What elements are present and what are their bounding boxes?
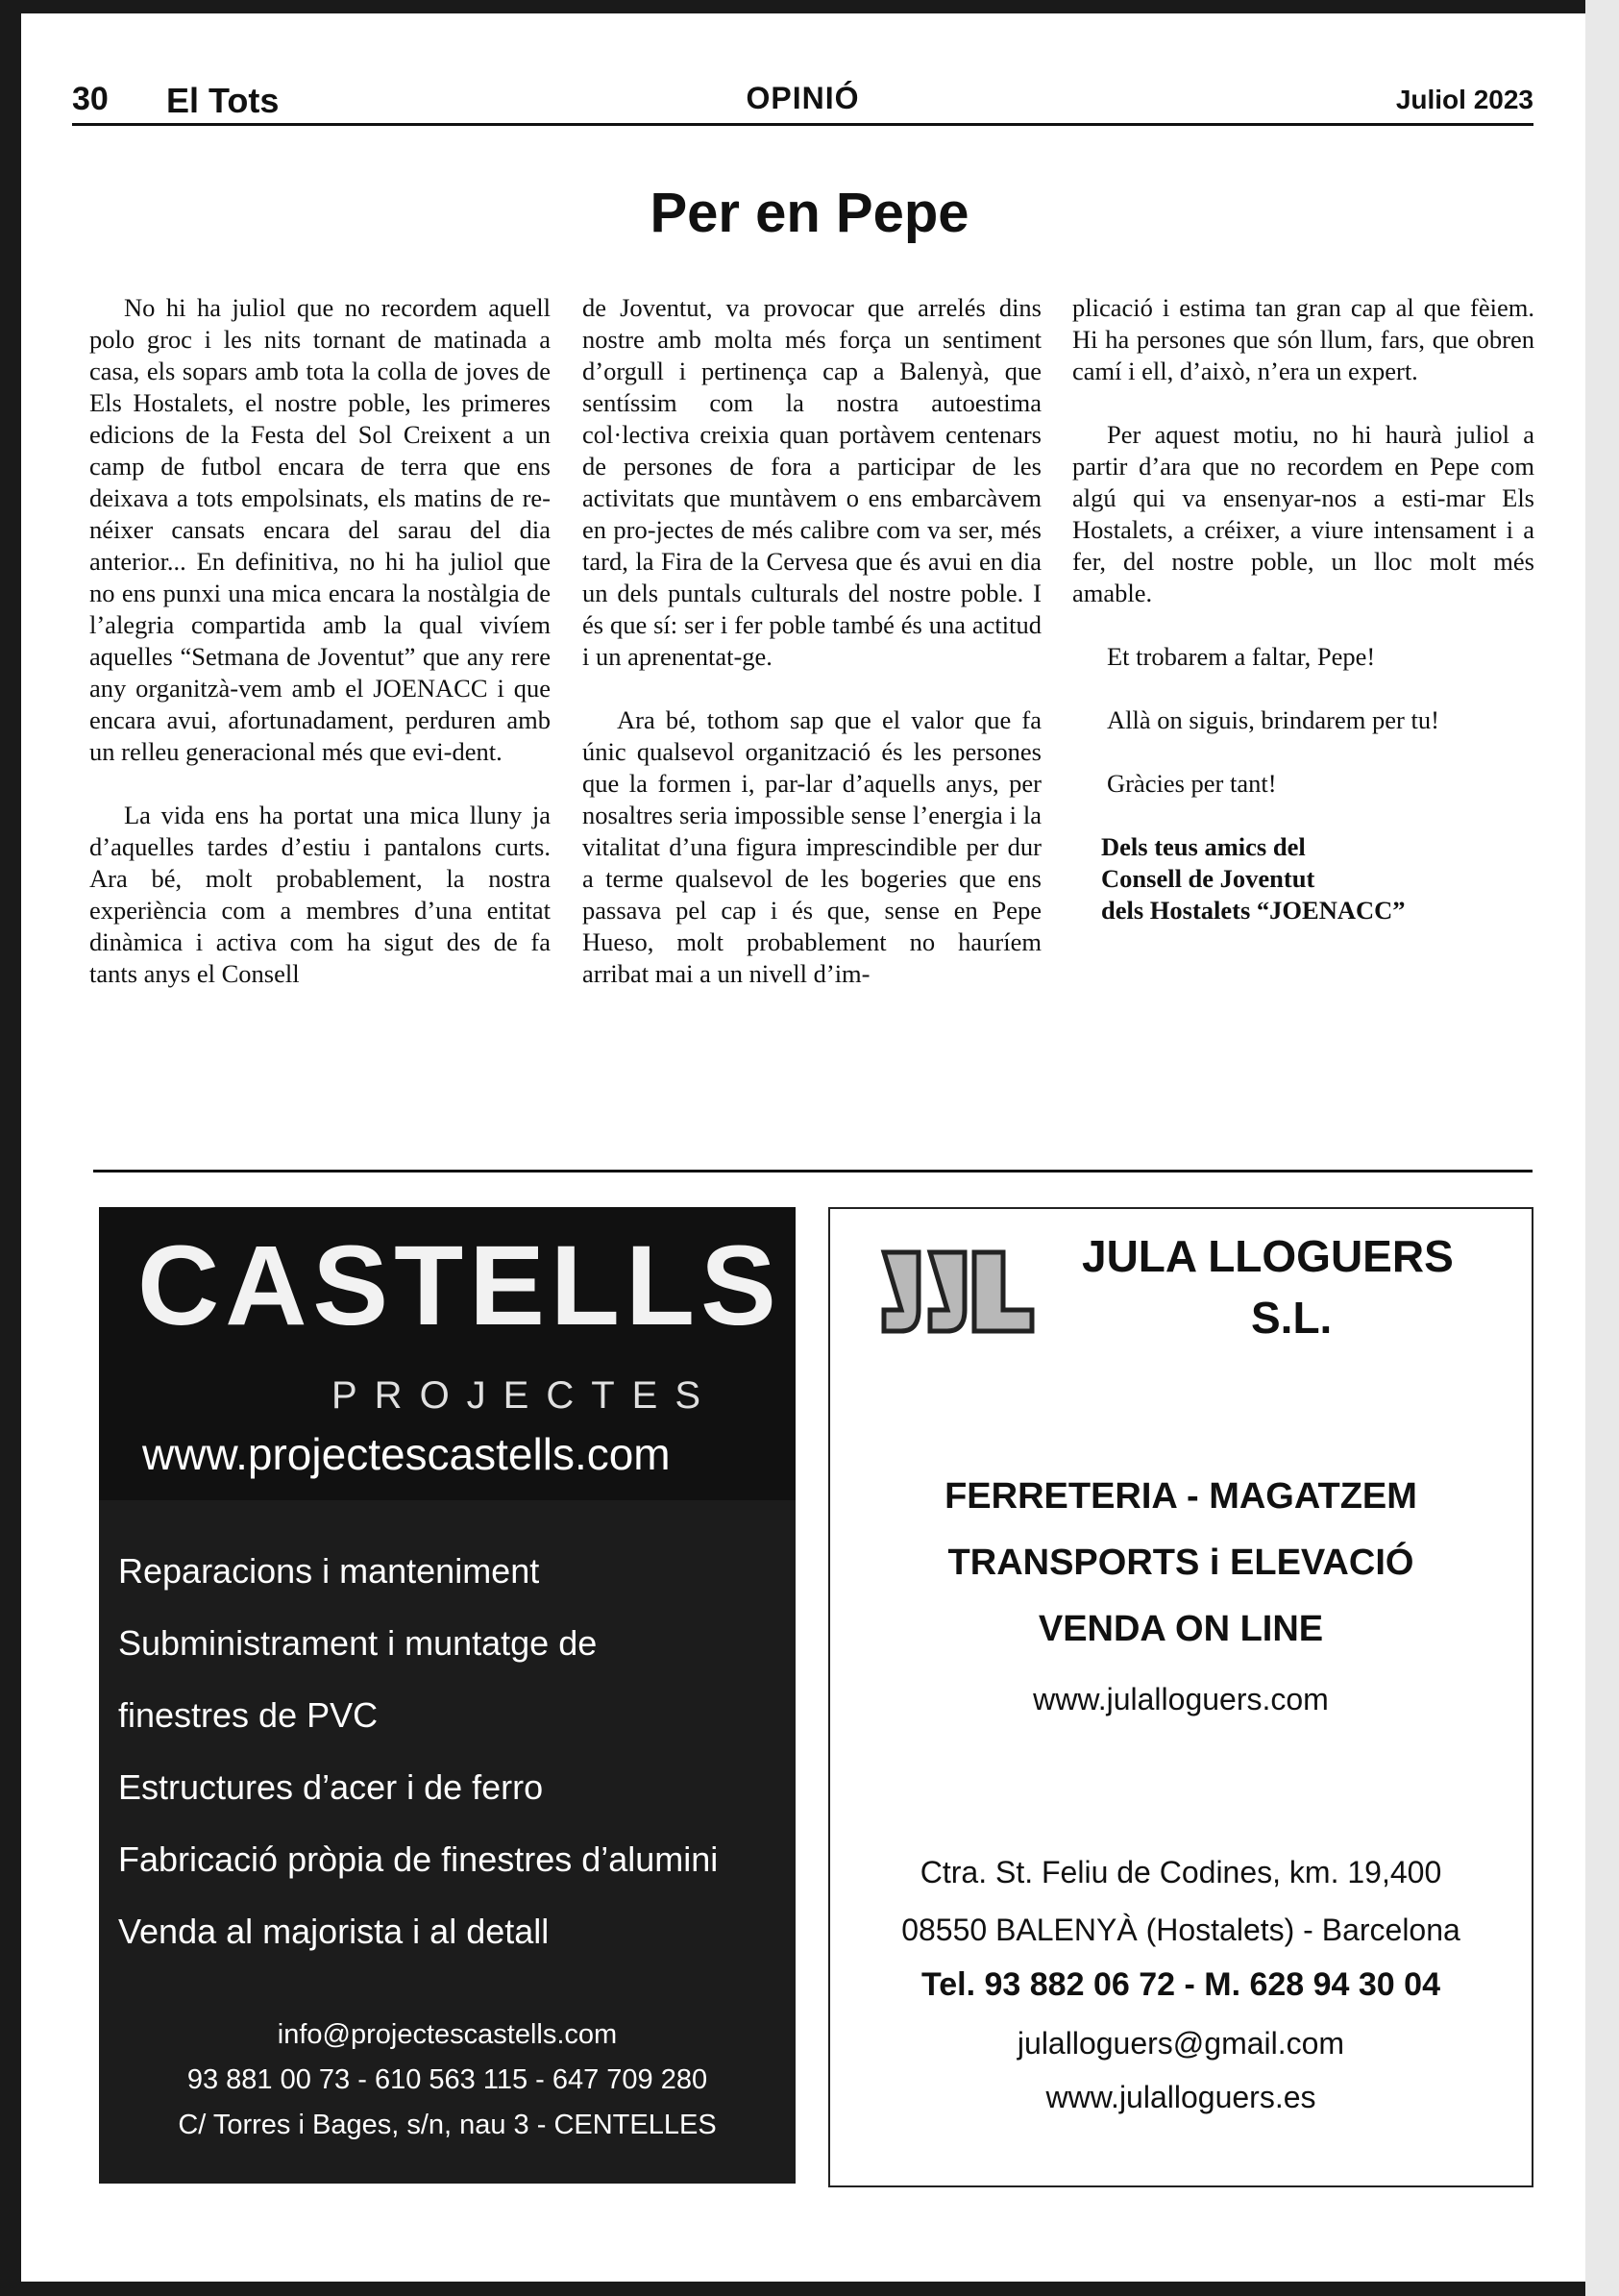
- paragraph: Per aquest motiu, no hi haurà juliol a partir d’ara que no recordem en Pepe com algú qui va ensenyar-nos a esti-mar Els Hostalets, a créixer, a viure intensament i a fer, del nostre poble, un lloc molt més amable.: [1072, 420, 1534, 607]
- paragraph: plicació i estima tan gran cap al que fèiem. Hi ha persones que són llum, fars, que obren camí i ell, d’això, n’era un expert.: [1072, 293, 1534, 385]
- paragraph: de Joventut, va provocar que arrelés dins nostre amb molta més força un sentiment d’orgull i pertinença cap a Balenyà, que sentíssim com la nostra autoestima col·lectiva creixia quan portàvem centenars de persones de fora a participar de les activitats que muntàvem o ens embarcàvem en pro-jectes de més calibre com va ser, més tard, la Fira de la Cervesa que és avui en dia un dels puntals culturals del nostre poble. I és que sí: ser i fer poble també és una actitud i un aprenentat-ge.: [582, 293, 1042, 671]
- jula-name-suffix: S.L.: [1251, 1293, 1333, 1343]
- castells-url: www.projectescastells.com: [142, 1429, 671, 1479]
- signature-line: Consell de Joventut: [1101, 864, 1315, 893]
- castells-logo-area: [99, 1207, 796, 1500]
- castells-logo-sub: PROJECTES: [331, 1374, 719, 1417]
- service-item: Estructures d’acer i de ferro: [118, 1767, 544, 1807]
- castells-email: info@projectescastells.com: [277, 2019, 618, 2050]
- page-header: [72, 81, 1533, 126]
- jula-phone: Tel. 93 882 06 72 - M. 628 94 30 04: [921, 1966, 1440, 2003]
- signature-line: dels Hostalets “JOENACC”: [1101, 896, 1406, 925]
- castells-phones: 93 881 00 73 - 610 563 115 - 647 709 280: [186, 2064, 708, 2095]
- magazine-name: El Tots: [166, 81, 280, 120]
- jl-logo-icon: [876, 1238, 1040, 1348]
- jula-web-2: www.julalloguers.es: [1045, 2080, 1316, 2114]
- service-item: finestres de PVC: [118, 1695, 379, 1735]
- jula-advert: [828, 1207, 1533, 2187]
- paragraph: Gràcies per tant!: [1107, 769, 1277, 798]
- paragraph: Allà on siguis, brindarem per tu!: [1107, 705, 1439, 734]
- jula-address-2: 08550 BALENYÀ (Hostalets) - Barcelona: [901, 1913, 1460, 1947]
- jula-email: julalloguers@gmail.com: [1017, 2026, 1345, 2061]
- paragraph: No hi ha juliol que no recordem aquell polo groc i les nits tornant de matinada a casa, els sopars amb tota la colla de joves de Els Hostalets, el nostre poble, les primeres edicions de la Festa del Sol Creixent a un camp de futbol encara de terra que ens deixava a tots empolsinats, els matins de re-néixer cansats encara del sarau del dia anterior... En definitiva, no hi ha juliol que no ens punxi una mica encara la nostàlgia de l’alegria compartida amb la qual vivíem aquelles “Setmana de Joventut” que any rere any organitzà-vem amb el JOENACC i que encara avui, afortunadament, perduren amb un relleu generacional més que evi-dent.: [89, 293, 551, 766]
- issue-date: Juliol 2023: [1395, 85, 1533, 114]
- page-number: 30: [72, 81, 109, 117]
- castells-logo-word: CASTELLS: [137, 1222, 782, 1349]
- jula-address-1: Ctra. St. Feliu de Codines, km. 19,400: [920, 1855, 1442, 1889]
- jula-line-3: VENDA ON LINE: [1038, 1609, 1324, 1649]
- castells-address: C/ Torres i Bages, s/n, nau 3 - CENTELLES: [178, 2110, 717, 2140]
- article-column-1: [89, 292, 551, 1022]
- service-item: Reparacions i manteniment: [118, 1551, 540, 1591]
- section-name: OPINIÓ: [746, 81, 860, 115]
- jula-web: www.julalloguers.com: [1033, 1682, 1329, 1716]
- page-spine: [1585, 0, 1619, 2296]
- paragraph: Et trobarem a faltar, Pepe!: [1107, 642, 1376, 671]
- signature-line: Dels teus amics del: [1101, 832, 1306, 861]
- article-column-2: [582, 292, 1042, 1022]
- paragraph: La vida ens ha portat una mica lluny ja d’aquelles tardes d’estiu i pantalons curts. Ara bé, molt probablement, la nostra experiència com a membres d’una entitat dinàmica i activa com ha sigut des de fa tants anys el Consell: [89, 801, 551, 988]
- jula-line-2: TRANSPORTS i ELEVACIÓ: [947, 1543, 1414, 1583]
- service-item: Fabricació pròpia de finestres d’alumini: [118, 1839, 719, 1879]
- section-divider: [93, 1170, 1533, 1173]
- service-item: Subministrament i muntatge de: [118, 1623, 598, 1663]
- signature: [1101, 831, 1534, 926]
- service-item: Venda al majorista i al detall: [118, 1912, 550, 1951]
- paragraph: Ara bé, tothom sap que el valor que fa únic qualsevol organització és les persones que la formen i, par-lar d’aquells anys, per nosaltres seria impossible sense l’energia i la vitalitat d’una figura imprescindible per dur a terme qualsevol de les bogeries que ens passava pel cap i és que, sense en Pepe Hueso, molt probablement no hauríem arribat mai a un nivell d’im-: [582, 705, 1042, 988]
- jula-line-1: FERRETERIA - MAGATZEM: [944, 1476, 1417, 1517]
- castells-advert: [99, 1207, 796, 2184]
- article-title: Per en Pepe: [650, 182, 969, 244]
- article-column-3: [1072, 292, 1534, 926]
- jula-name: JULA LLOGUERS: [1082, 1231, 1454, 1281]
